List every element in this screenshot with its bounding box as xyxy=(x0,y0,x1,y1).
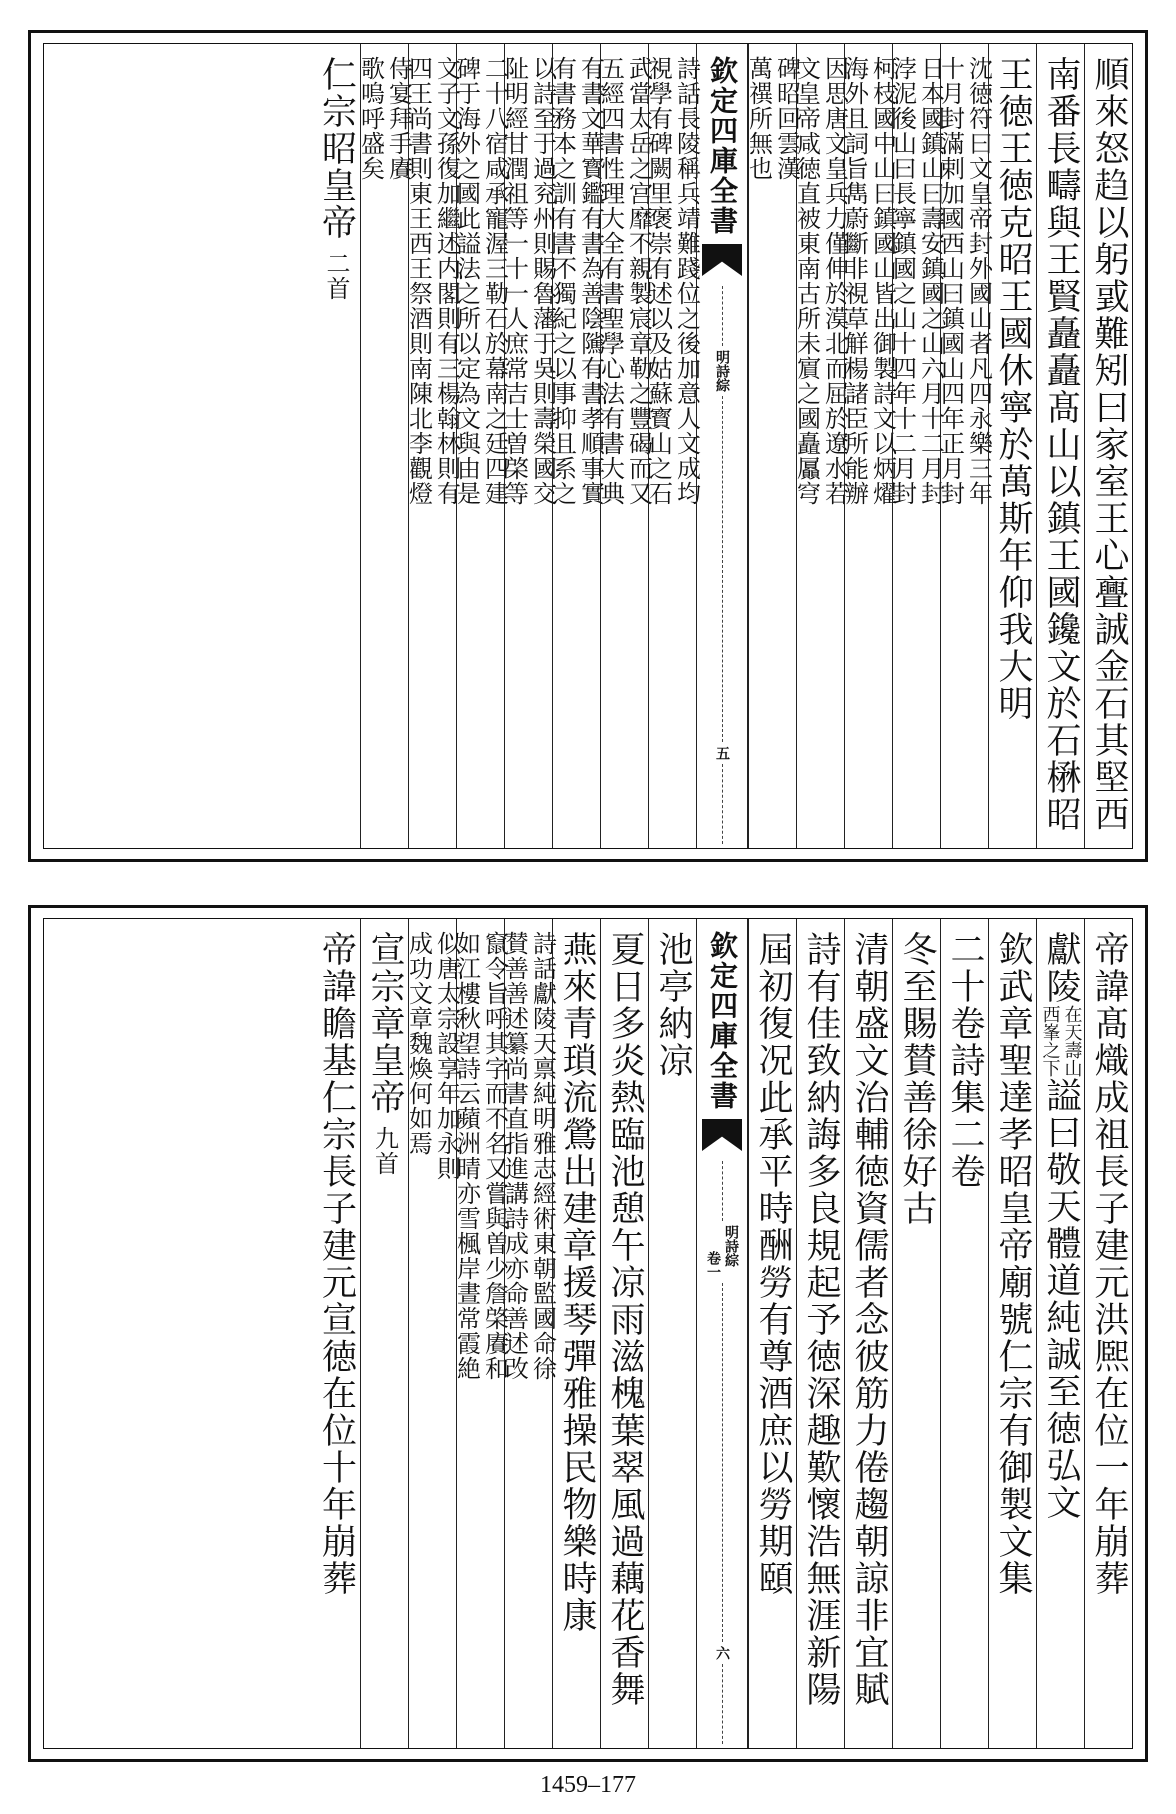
text-column xyxy=(1036,919,1084,1748)
spine-book-name: 明詩綜 xyxy=(714,350,730,392)
annotation-line: 武當太岳之宫靡不親製宸章勒之豐碣而又 xyxy=(624,56,653,506)
text-line: 屆初復况此承平時酬勞有尊酒庶以勞期頤 xyxy=(753,931,793,1597)
annotation-line: 十月封滿剌加國西山曰鎮國山四年正月封 xyxy=(936,56,965,506)
spine-volume: 卷一 xyxy=(705,1251,721,1279)
text-column xyxy=(360,919,408,1748)
poem-count-note: 二首 xyxy=(322,251,350,301)
text-line: 順來怒趋以躬戜難矧曰家室王心亹誠金石其堅西 xyxy=(1089,56,1129,833)
spine-rule xyxy=(722,396,723,742)
text-column xyxy=(312,919,360,1748)
text-column xyxy=(796,919,844,1748)
annotation-line: 文皇帝咸徳直被東南古所未賔之國矗屭穹 xyxy=(792,56,821,506)
annotation-line: 似唐太宗設享年加永則 xyxy=(432,931,461,1181)
annotation-line: 以詩至于過兖州則賜魯藩于吳則壽榮國交 xyxy=(528,56,557,506)
annotation-line: 碑昭回雲漢 xyxy=(772,56,801,181)
page-reference: 1459–177 xyxy=(540,1772,636,1798)
fish-tail-mark-icon xyxy=(702,1119,742,1151)
annotation-line: 文子文孫復加繼述内閣則有三楊翰林則有 xyxy=(432,56,461,506)
text-line: 王徳王徳克昭王國休寧於萬斯年仰我大明 xyxy=(993,56,1033,722)
annotation-line: 視學有碑闕里褒崇有述以及姑蘇寳山之石 xyxy=(644,56,673,506)
spine-title: 欽定四庫全書 xyxy=(706,931,739,1111)
annotation-line: 萬禩所無也 xyxy=(744,56,773,181)
text-column xyxy=(1036,44,1084,848)
spine-rule xyxy=(722,1283,723,1642)
text-column xyxy=(404,44,461,848)
text-column xyxy=(452,44,509,848)
text-line: 獻陵 xyxy=(1041,931,1081,1005)
upper-book-page xyxy=(28,30,1148,862)
text-column xyxy=(552,919,600,1748)
spine-book-name: 明詩綜 xyxy=(723,1225,739,1267)
center-spine xyxy=(696,919,748,1748)
spine-rule xyxy=(722,1161,723,1221)
text-column xyxy=(892,919,940,1748)
text-column xyxy=(1084,44,1132,848)
annotation-line: 柯枝國中山曰鎮國山皆出御製詩文以炳燿 xyxy=(868,56,897,506)
text-line: 燕來青瑣流鶯出建章援琴彈雅操民物樂時康 xyxy=(557,931,597,1634)
text-line: 詩有佳致納誨多良規起予徳深趣歎懷浩無涯新陽 xyxy=(801,931,841,1708)
spine-page-number: 六 xyxy=(714,1646,730,1660)
text-line: 仁宗昭皇帝 xyxy=(316,56,357,241)
annotation-line: 賛善善述纂尚書直指進講詩成亦命善述改 xyxy=(500,931,529,1381)
spine-rule xyxy=(722,286,723,346)
text-column xyxy=(988,44,1036,848)
annotation-line: 如江樓秋望詩云蘋洲晴亦雪楓岸晝常霞絶 xyxy=(452,931,481,1381)
poem-count-note: 九首 xyxy=(370,1126,399,1176)
annotation-line: 阯明經甘潤祖等一十一人庶常吉士曽棨等 xyxy=(500,56,529,506)
text-column xyxy=(844,919,892,1748)
text-column xyxy=(888,44,945,848)
text-column xyxy=(840,44,897,848)
spine-page-number: 五 xyxy=(714,746,730,760)
text-line: 宣宗章皇帝 xyxy=(365,931,405,1116)
text-line: 冬至賜賛善徐好古 xyxy=(897,931,937,1227)
spine-rule xyxy=(722,764,723,844)
text-line: 池亭納凉 xyxy=(653,931,693,1079)
text-line: 帝諱髙熾成祖長子建元洪熈在位一年崩葬 xyxy=(1089,931,1129,1597)
annotation-line: 浡泥後山曰長寧鎮國之山十四年十二月封 xyxy=(888,56,917,506)
annotation-line: 海外且詞旨雋蔚斷非視草觧楊諸臣所能辦 xyxy=(840,56,869,506)
text-column xyxy=(312,44,360,848)
center-spine xyxy=(696,44,748,848)
text-column xyxy=(936,44,993,848)
annotation-line: 詩話獻陵天禀純明雅志經術東朝監國命徐 xyxy=(528,931,557,1381)
text-column xyxy=(404,919,461,1748)
inline-note: 在天壽山 xyxy=(1061,1005,1083,1077)
annotation-line: 歌嗚呼盛矣 xyxy=(356,56,385,181)
text-line: 夏日多炎熱臨池憩午凉雨滋槐葉翠風過藕花香舞 xyxy=(605,931,645,1708)
text-column xyxy=(644,44,701,848)
annotation-line: 有書務本之訓有書不獨紀之以事抑且系之 xyxy=(548,56,577,506)
annotation-line: 日本國鎮山曰壽安鎮國之山六月十二月封 xyxy=(916,56,945,506)
text-line: 欽武章聖達孝昭皇帝廟號仁宗有御製文集 xyxy=(993,931,1033,1597)
text-column xyxy=(452,919,509,1748)
text-column xyxy=(600,919,648,1748)
text-line: 帝諱瞻基仁宗長子建元宣徳在位十年崩葬 xyxy=(316,931,357,1597)
annotation-line: 因思唐文皇兵力僅伸於漠北而屈於遼水若 xyxy=(820,56,849,506)
text-line: 南番長疇與王賢矗矗髙山以鎮王國鑱文於石楙昭 xyxy=(1041,56,1081,833)
spine-title: 欽定四庫全書 xyxy=(706,56,739,236)
lower-page-frame xyxy=(43,918,1133,1749)
annotation-line: 有書文華寳鑑有書為善陰隲有書孝順事實 xyxy=(576,56,605,506)
fish-tail-mark-icon xyxy=(702,244,742,276)
lower-book-page xyxy=(28,905,1148,1762)
text-column xyxy=(500,919,557,1748)
text-line: 清朝盛文治輔徳資儒者念彼筋力倦趨朝諒非宜賦 xyxy=(849,931,889,1708)
text-column xyxy=(1084,919,1132,1748)
text-line: 二十卷詩集二卷 xyxy=(945,931,985,1190)
text-column xyxy=(648,919,696,1748)
text-column xyxy=(748,919,796,1748)
annotation-line: 成功文章魏煥何如焉 xyxy=(404,931,433,1156)
text-column xyxy=(988,919,1036,1748)
upper-page-frame xyxy=(43,43,1133,849)
annotation-line: 碑于海外之國此謚法之所以定為文與由是 xyxy=(452,56,481,506)
text-column xyxy=(356,44,413,848)
annotation-line: 五經四書性理大全有書聖學心法有書大典 xyxy=(596,56,625,506)
text-column xyxy=(596,44,653,848)
annotation-line: 竄令旨呼其字而不名又嘗與曽少詹棨賡和 xyxy=(480,931,509,1381)
text-column xyxy=(548,44,605,848)
annotation-line: 二十八宿咸承寵渥三勒石於幕南之廷四建 xyxy=(480,56,509,506)
text-column xyxy=(792,44,849,848)
text-column xyxy=(940,919,988,1748)
annotation-line: 四王尚書則東王西王祭酒則南陳北李觀燈 xyxy=(404,56,433,506)
annotation-line: 沈徳符曰文皇帝封外國山者凡四永樂三年 xyxy=(964,56,993,506)
text-line-continued: 謚曰敬天體道純誠至徳弘文 xyxy=(1041,1077,1081,1521)
annotation-line: 詩話長陵稱兵靖難踐位之後加意人文成均 xyxy=(672,56,701,506)
text-column xyxy=(500,44,557,848)
annotation-line: 侍宴拜手賡 xyxy=(384,56,413,181)
inline-note: 西峯之下 xyxy=(1039,1005,1061,1077)
text-column xyxy=(744,44,801,848)
spine-rule xyxy=(722,1664,723,1744)
